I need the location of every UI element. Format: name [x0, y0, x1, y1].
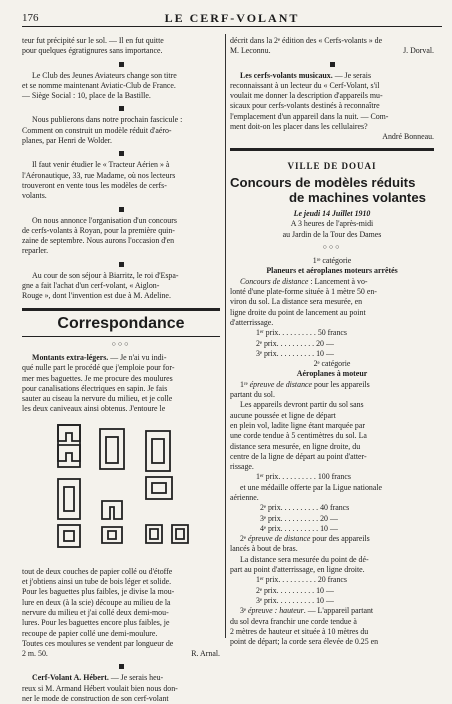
prize-line: 1ᵉʳ prix. . . . . . . . . . 20 francs — [256, 575, 347, 585]
prize-line: 2ᵉ prix. . . . . . . . . . 10 — — [256, 585, 334, 595]
text-line: et se nomme maintenant Aviatic-Club de France. — [22, 80, 176, 90]
text-line: mer mes baguettes. Je me procure des moulures — [22, 373, 173, 383]
text-line: aérienne. — [230, 492, 259, 502]
text-run: — Je serais — [332, 70, 372, 80]
biarritz-paragraph — [22, 271, 220, 302]
text-line: part au point d'atterrissage, en ligne droite. — [230, 565, 365, 575]
section-bullet — [119, 207, 124, 212]
running-title: LE CERF-VOLANT — [164, 11, 300, 25]
correspondance-heading: Correspondance — [22, 308, 220, 337]
text-run: — Je n'ai vu indi- — [108, 352, 167, 362]
text-line: lure en deux (à la scie) découpe au milieu de la — [22, 597, 171, 607]
epreuve-1 — [230, 380, 434, 534]
section-bullet — [119, 106, 124, 111]
signature-line — [230, 46, 434, 56]
text-line: voulait me donner la description d'appareils mu- — [230, 91, 383, 101]
text-line: et j'obtiens ainsi un tube de bois léger et solide. — [22, 577, 172, 587]
musicaux-letter — [230, 71, 434, 143]
text-run: 2ᵉ — [240, 534, 248, 544]
text-line: tout de deux couches de papier collé ou d'étoffe — [22, 566, 173, 576]
page-header — [22, 10, 442, 27]
category-title: Aéroplanes à moteur — [296, 369, 368, 379]
text-line: — Siège Social : 10, place de la Bastille. — [22, 91, 151, 101]
text-line: décrit dans la 2ᵉ édition des « Cerfs-volants » de — [230, 36, 383, 45]
category-label: 2ᵉ catégorie — [313, 359, 351, 369]
ville-heading: VILLE DE DOUAI — [287, 160, 377, 171]
text-line: lancés à bout de bras. — [230, 544, 298, 554]
text-line: Au cour de son séjour à Biarritz, le roi d'Espa- — [32, 270, 179, 280]
text-line: reconnaissant à un lecteur du « Cerf-Volant, s'il — [230, 80, 380, 90]
montants-letter — [22, 353, 220, 415]
text-line: point de départ; la corde sera élevée de 0.25 en — [230, 637, 379, 647]
letter-heading: Les cerfs-volants musicaux. — [240, 70, 333, 80]
cat1-prizes — [230, 328, 434, 359]
text-line: une corde tendue à 5 centimètres du sol. La — [230, 431, 367, 441]
publierons-paragraph — [22, 115, 220, 146]
letter-heading: Montants extra-légers. — [32, 352, 109, 362]
section-bullet — [330, 62, 335, 67]
text-run: : Lancement à vo- — [308, 276, 368, 286]
moulure-cross-sections-illustration — [22, 417, 220, 561]
text-line: trouveront en vente tous les modèles de cerfs- — [22, 180, 167, 190]
royan-paragraph — [22, 216, 220, 257]
text-run: épreuve de distance — [247, 534, 311, 544]
text-run: M. Leconnu. — [230, 46, 271, 56]
text-line: 2 mètres de hauteur et située à 10 mètres du — [230, 626, 369, 636]
cat1-rules — [230, 277, 434, 328]
text-run: 1ʳᵉ — [240, 379, 250, 389]
text-line: pour quelques égratignures sans importance. — [22, 46, 163, 56]
montants-letter-continued — [22, 567, 220, 660]
text-run: pour les appareils — [312, 379, 370, 389]
text-line: reux si M. Armand Hébert voulait bien nous don- — [22, 683, 178, 693]
prize-line: 3ᵉ prix. . . . . . . . . . 20 — — [260, 513, 338, 523]
text-line: lonté d'une plate-forme située à 1 mètre 50 en- — [230, 287, 377, 297]
text-line: Nous publierons dans notre prochain fascicule : — [32, 115, 183, 125]
text-run: épreuve de distance — [249, 379, 313, 389]
text-line: distance sera mesurée, en ligne droite, du — [230, 441, 361, 451]
epreuve-2 — [230, 534, 434, 606]
section-bullet — [119, 151, 124, 156]
category-title: Planeurs et aéroplanes moteurs arrêtés — [266, 266, 398, 276]
page-number: 176 — [22, 12, 39, 24]
prize-line: 2ᵉ prix. . . . . . . . . . 40 francs — [260, 503, 350, 513]
ornament: ○○○ — [111, 339, 131, 348]
prize-line: 3ᵉ prix. . . . . . . . . . 10 — — [256, 348, 334, 358]
section-bullet — [119, 262, 124, 267]
section-divider — [230, 148, 434, 151]
text-run: — Je serais heu- — [108, 673, 164, 683]
author-signature: André Bonneau. — [382, 132, 434, 142]
text-line: nervure du milieu et j'ai collé deux demi-mou- — [22, 607, 169, 617]
text-line: reparler. — [22, 246, 49, 256]
author-signature: J. Dorval. — [403, 46, 434, 56]
hebert-letter — [22, 673, 220, 704]
prize-line: 1ᵉʳ prix. . . . . . . . . . 100 francs — [256, 472, 351, 482]
text-line: ligne droite du point de lancement au point — [230, 307, 366, 317]
text-line: les deux caniveaux ainsi obtenus. J'entoure le — [22, 404, 166, 414]
text-line: sauter au ciseau la nervure du milieu, et je colle — [22, 394, 173, 404]
text-run: pour des appareils — [310, 534, 370, 544]
column-divider — [225, 34, 226, 638]
text-line: Rouge », dont l'invention est due à M. Adeline. — [22, 291, 171, 301]
text-line: Il faut venir étudier le « Tracteur Aérien » à — [32, 160, 170, 170]
text-line: Les appareils devront partir du sol sans — [240, 400, 364, 410]
text-run: 2 m. 50. — [22, 649, 48, 659]
concours-title-line-1: Concours de modèles réduits — [230, 174, 416, 190]
text-line: l'Aéronautique, 33, rue Madame, où nos lecteurs — [22, 170, 176, 180]
text-line: Comment on construit un modèle réduit d'aéro- — [22, 125, 172, 135]
tracteur-paragraph — [22, 160, 220, 201]
letter-heading: Cerf-Volant A. Hébert. — [32, 673, 109, 683]
text-line: recoupe de papier collé une demi-moulure. — [22, 628, 158, 638]
text-line: teur fut précipité sur le sol. — Il en fut quitte — [22, 36, 164, 45]
text-line: aucune poussée et ligne de départ — [230, 410, 336, 420]
text-run: épreuve : hauteur — [247, 606, 304, 616]
right-column — [230, 36, 434, 647]
text-line: qué nulle part le procédé que j'emploie pour for- — [22, 363, 175, 373]
text-line: zaine de septembre. Nous aurons l'occasion d'en — [22, 236, 175, 246]
text-line: centre de la ligne de départ au point d'atter- — [230, 451, 367, 461]
text-line: gne a fait l'achat d'un cerf-volant, « Aiglon- — [22, 281, 160, 291]
text-line: du sol devra franchir une corde tendue à — [230, 616, 357, 626]
section-bullet — [119, 62, 124, 67]
text-line: Pour les baguettes plus faibles, je divise la mou- — [22, 587, 175, 597]
text-line: en plein vol, ladite ligne étant marquée par — [230, 420, 365, 430]
moulure-figure — [22, 417, 220, 561]
prize-line: 1ᵉʳ prix. . . . . . . . . . 50 francs — [256, 328, 347, 338]
text-line: La distance sera mesurée du point de dé- — [240, 554, 369, 564]
text-line: de cerfs-volants à Royan, pour la première quin- — [22, 225, 175, 235]
category-label: 1ʳᵉ catégorie — [312, 256, 352, 266]
text-run: Concours de distance — [240, 276, 309, 286]
signature-line — [22, 649, 220, 659]
text-line: l'emplacement d'un appareil dans la nuit. — Com- — [230, 111, 389, 121]
text-line: sicaux pour cerfs-volants destinés à reconnaître — [230, 101, 380, 111]
text-line: Toutes ces moulures se vendent par longueur de — [22, 638, 174, 648]
text-line: On nous annonce l'organisation d'un concours — [32, 215, 177, 225]
prize-line: 4ᵉ prix. . . . . . . . . . 10 — — [260, 523, 338, 533]
text-run: 3ᵉ — [240, 606, 248, 616]
text-line: et une médaille offerte par la Ligue nationale — [240, 482, 383, 492]
epreuve-3 — [230, 606, 434, 647]
left-column — [22, 36, 220, 704]
text-line: planes, par Henri de Wolder. — [22, 136, 112, 146]
ornament: ○○○ — [322, 242, 342, 251]
text-line: viron du sol. La distance sera mesurée, en — [230, 297, 363, 307]
text-line: pour canalisations électriques en sapin. Je fais — [22, 383, 168, 393]
event-time: A 3 heures de l'après-midi — [290, 219, 374, 229]
hebert-letter-continued — [230, 36, 434, 57]
prize-line: 2ᵉ prix. . . . . . . . . . 20 — — [256, 338, 334, 348]
text-run: . — L'appareil partant — [303, 606, 374, 616]
text-line: partant du sol. — [230, 390, 275, 400]
author-signature: R. Arnal. — [191, 649, 220, 659]
text-line: ner le mode de construction de son cerf-volant — [22, 693, 169, 703]
concours-title-line-2: de machines volantes — [288, 189, 426, 205]
text-line: rissage. — [230, 462, 254, 472]
prize-line: 3ᵉ prix. . . . . . . . . . 10 — — [256, 595, 334, 605]
club-paragraph — [22, 71, 220, 102]
text-line: volants. — [22, 191, 47, 201]
top-paragraph — [22, 36, 220, 57]
event-date: Le jeudi 14 Juillet 1910 — [293, 208, 371, 218]
text-line: d'atterrissage. — [230, 317, 274, 327]
text-line: Le Club des Jeunes Aviateurs change son titre — [32, 70, 177, 80]
event-place: au Jardin de la Tour des Dames — [282, 229, 382, 239]
text-line: lures. Pour les baguettes encore plus faibles, je — [22, 618, 170, 628]
text-line: ment doit-on les placer dans les cellulaires? — [230, 122, 368, 132]
section-bullet — [119, 664, 124, 669]
